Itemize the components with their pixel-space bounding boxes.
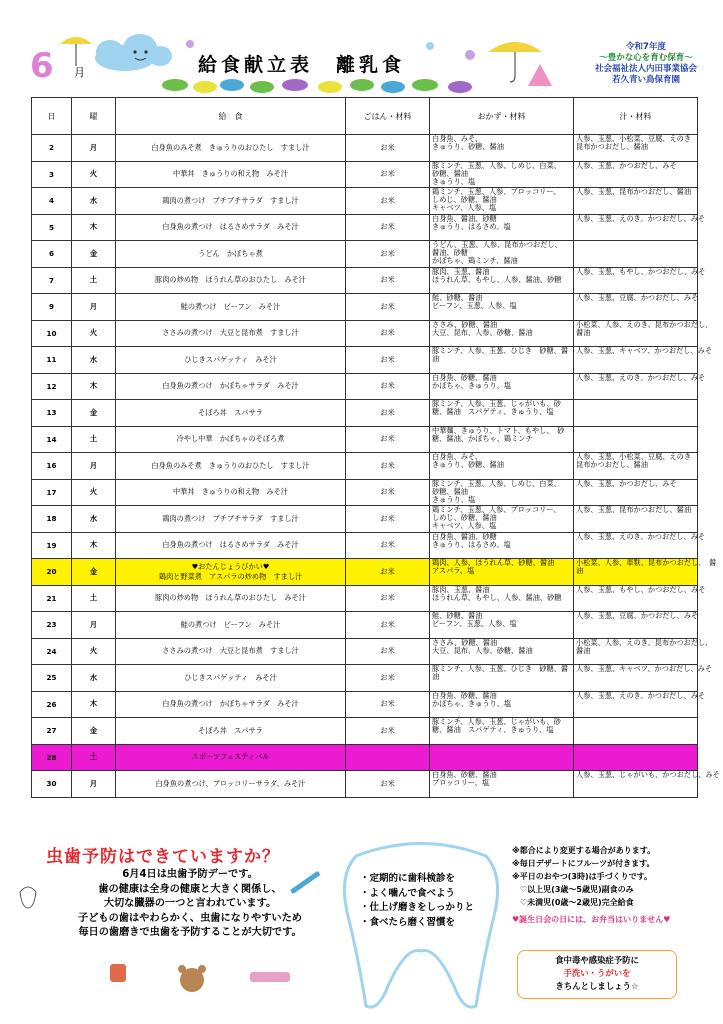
header-meal: 給 食 — [116, 98, 346, 135]
cell-rice: お米 — [346, 347, 430, 374]
cell-day: 5 — [32, 214, 72, 241]
header-weekday: 曜 — [72, 98, 116, 135]
cell-weekday: 月 — [72, 771, 116, 798]
cell-okazu: うどん、玉葱、人参、昆布かつおだし、 醤油、砂糖 かぼちゃ、鶏ミンチ、醤油 — [430, 241, 574, 268]
cavity-line: 歯の健康は全身の健康と大きく関係し、 — [98, 883, 282, 895]
cell-day: 28 — [32, 744, 72, 771]
cell-soup: 人参、玉葱、じゃがいも、かつおだし、みそ — [574, 771, 698, 798]
cell-meal: スポーツフェスティバル — [116, 744, 346, 771]
cell-day: 7 — [32, 267, 72, 294]
cell-day: 18 — [32, 506, 72, 533]
cell-soup: 小松菜、人参、えのき、昆布かつおだし、 醤油 — [574, 638, 698, 665]
cell-weekday: 土 — [72, 426, 116, 453]
cell-meal: 白身魚の煮つけ、ブロッコリーサラダ、みそ汁 — [116, 771, 346, 798]
cell-weekday: 火 — [72, 320, 116, 347]
cell-meal: 白身魚の煮つけ かぼちゃサラダ みそ汁 — [116, 373, 346, 400]
cell-rice: お米 — [346, 320, 430, 347]
bottom-section — [0, 832, 723, 1024]
cell-soup: 人参、玉葱、かつおだし、みそ — [574, 479, 698, 506]
table-row — [32, 347, 698, 374]
cell-rice: お米 — [346, 718, 430, 745]
note-line: ※都合により変更する場合があります。 — [512, 846, 656, 855]
cell-soup: 人参、玉葱、もやし、かつおだし、みそ — [574, 267, 698, 294]
cell-weekday: 火 — [72, 638, 116, 665]
page-title: 給食献立表 離乳食 — [198, 54, 406, 76]
header-okazu: おかず・材料 — [430, 98, 574, 135]
note-line: ♡未満児(0歳～2歳児)完全給食 — [520, 898, 634, 907]
cell-soup: 人参、玉葱、豆腐、かつおだし、みそ — [574, 612, 698, 639]
cell-okazu: 白身魚、砂糖、醤油 かぼちゃ、きゅうり、塩 — [430, 691, 574, 718]
toothpaste-icon — [250, 972, 290, 982]
dental-decoration — [0, 832, 330, 1024]
table-row — [32, 771, 698, 798]
cell-weekday: 水 — [72, 347, 116, 374]
cell-okazu: 鮭、砂糖、醤油 ビーフン、玉葱、人参、塩 — [430, 612, 574, 639]
cell-soup — [574, 400, 698, 427]
cell-day: 27 — [32, 718, 72, 745]
cell-weekday: 月 — [72, 294, 116, 321]
cell-soup: 人参、玉葱、えのき、かつおだし、みそ — [574, 691, 698, 718]
cavity-title: 虫歯予防はできていますか？ — [46, 847, 280, 867]
cell-rice: お米 — [346, 638, 430, 665]
cell-okazu: 豚肉、玉葱、醤油 ほうれん草、もやし、人参、醤油、砂糖 — [430, 585, 574, 612]
menu-table — [31, 97, 720, 798]
leaf-row-icon — [162, 79, 472, 93]
cell-day: 2 — [32, 135, 72, 162]
cell-meal: ひじきスパゲッティ みそ汁 — [116, 347, 346, 374]
cell-meal: そぼろ丼 スパサラ — [116, 400, 346, 427]
org-line: 令和7年度 — [626, 42, 666, 52]
cell-weekday: 土 — [72, 267, 116, 294]
cell-okazu: 鶏ミンチ、玉葱、人参、ブロッコリー、 しめじ、砂糖、醤油 キャベツ、人参、塩 — [430, 506, 574, 533]
cell-okazu: 白身魚、みそ、 きゅうり、砂糖、醤油 — [430, 453, 574, 480]
cell-meal: ♥おたんじょうびかい♥ 鶏肉と野菜煮 アスパラの炒め物 すまし汁 — [116, 559, 346, 586]
cell-rice: お米 — [346, 532, 430, 559]
cell-okazu: 豚ミンチ、人参、玉葱、ひじき 砂糖、醤 油 — [430, 665, 574, 692]
cell-weekday: 月 — [72, 135, 116, 162]
month-suffix: 月 — [74, 66, 85, 79]
cell-okazu: 豚ミンチ、人参、玉葱、じゃがいも、砂 糖、醤油 スパゲティ、きゅうり、塩 — [430, 718, 574, 745]
tip-item: ・食べたら磨く習慣を — [360, 916, 456, 928]
notes — [512, 844, 670, 926]
cell-weekday: 月 — [72, 453, 116, 480]
cell-meal: うどん かぼちゃ煮 — [116, 241, 346, 268]
cell-soup: 人参、玉葱、かつおだし、みそ — [574, 161, 698, 188]
cell-soup: 人参、玉葱、えのき、かつおだし、みそ — [574, 373, 698, 400]
cell-rice: お米 — [346, 506, 430, 533]
table-row — [32, 294, 698, 321]
cell-weekday: 水 — [72, 665, 116, 692]
page-header — [0, 0, 723, 92]
cell-weekday: 木 — [72, 214, 116, 241]
cell-weekday: 水 — [72, 188, 116, 215]
cell-weekday: 土 — [72, 744, 116, 771]
table-row — [32, 612, 698, 639]
cell-rice: お米 — [346, 188, 430, 215]
umbrella-right-icon — [488, 42, 552, 86]
hygiene-box — [517, 950, 677, 999]
table-row — [32, 453, 698, 480]
cell-okazu: 鶏ミンチ、玉葱、人参、ブロッコリー、 しめじ、砂糖、醤油 キャベツ、人参、塩 — [430, 188, 574, 215]
cell-soup: 人参、玉葱、豆腐、かつおだし、みそ — [574, 294, 698, 321]
table-row — [32, 506, 698, 533]
cell-okazu: ささみ、砂糖、醤油 大豆、昆布、人参、砂糖、醤油 — [430, 320, 574, 347]
cell-rice: お米 — [346, 665, 430, 692]
cell-okazu — [430, 744, 574, 771]
cell-rice: お米 — [346, 135, 430, 162]
hygiene-line: きちんとしましょう☆ — [555, 981, 639, 991]
cell-rice: お米 — [346, 559, 430, 586]
cell-weekday: 火 — [72, 161, 116, 188]
cell-day: 20 — [32, 559, 72, 586]
org-info — [595, 42, 697, 86]
cell-day: 30 — [32, 771, 72, 798]
cell-rice: お米 — [346, 241, 430, 268]
cell-day: 24 — [32, 638, 72, 665]
cell-meal: 冷やし中華 かぼちゃのそぼろ煮 — [116, 426, 346, 453]
cell-meal: 鮭の煮つけ ビーフン みそ汁 — [116, 612, 346, 639]
tooth-character-icon — [20, 887, 36, 908]
note-line: ♡以上児(3歳～5歳児)副食のみ — [520, 885, 634, 894]
cavity-line: 6月4日は虫歯予防デーです。 — [122, 869, 258, 880]
header-soup: 汁・材料 — [574, 98, 698, 135]
cell-meal: 鶏肉の煮つけ ブチブチサラダ すまし汁 — [116, 506, 346, 533]
cell-weekday: 金 — [72, 400, 116, 427]
cell-meal: ひじきスパゲッティ みそ汁 — [116, 665, 346, 692]
cell-meal: 白身魚のみそ煮 きゅうりのおひたし すまし汁 — [116, 453, 346, 480]
cell-meal: 鮭の煮つけ ビーフン みそ汁 — [116, 294, 346, 321]
table-row — [32, 161, 698, 188]
cell-soup: 人参、玉葱、昆布かつおだし、醤油 — [574, 506, 698, 533]
table-row — [32, 400, 698, 427]
cell-soup: 小松菜、人参、車麩、昆布かつおだし、 醤 油 — [574, 559, 698, 586]
cell-rice: お米 — [346, 161, 430, 188]
hygiene-line: 手洗い・うがいを — [563, 968, 631, 978]
cell-soup: 人参、玉葱、小松菜、豆腐、えのき 昆布かつおだし、醤油 — [574, 135, 698, 162]
cell-meal: ささみの煮つけ 大豆と昆布煮 すまし汁 — [116, 320, 346, 347]
table-row — [32, 479, 698, 506]
cell-weekday: 水 — [72, 506, 116, 533]
cell-okazu: 白身魚、みそ、 きゅうり、砂糖、醤油 — [430, 135, 574, 162]
cell-soup — [574, 426, 698, 453]
cell-soup: 人参、玉葱、昆布かつおだし、醤油 — [574, 188, 698, 215]
cell-day: 25 — [32, 665, 72, 692]
cell-okazu: 白身魚、砂糖、醤油 ブロッコリー、塩 — [430, 771, 574, 798]
cavity-line: 毎日の歯磨きで虫歯を予防することが大切です。 — [78, 927, 302, 938]
hygiene-line: 食中毒や感染症予防に — [555, 955, 639, 965]
menu-body — [32, 134, 720, 798]
cell-rice: お米 — [346, 585, 430, 612]
cell-day: 21 — [32, 585, 72, 612]
cell-okazu: 豚肉、玉葱、醤油 ほうれん草、もやし、人参、醤油、砂糖 — [430, 267, 574, 294]
tip-item: ・定期的に歯科検診を — [360, 873, 456, 884]
cell-rice: お米 — [346, 267, 430, 294]
cell-meal: 豚肉の炒め物 ほうれん草のおひたし みそ汁 — [116, 267, 346, 294]
header-day: 日 — [32, 98, 72, 135]
cell-day: 6 — [32, 241, 72, 268]
org-line: ～豊かな心を育む保育～ — [599, 53, 693, 63]
cell-weekday: 木 — [72, 532, 116, 559]
table-row — [32, 691, 698, 718]
cell-rice: お米 — [346, 479, 430, 506]
cell-meal: 白身魚のみそ煮 きゅうりのおひたし すまし汁 — [116, 135, 346, 162]
header-rice: ごはん・材料 — [346, 98, 430, 135]
cell-okazu: 鮭、砂糖、醤油 ビーフン、玉葱、人参、塩 — [430, 294, 574, 321]
tip-item: ・よく噛んで食べよう — [360, 887, 456, 899]
table-row — [32, 214, 698, 241]
table-row — [32, 744, 698, 771]
cell-okazu: 中華麺、きゅうり、トマト、もやし、 砂 糖、醤油、かぼちゃ、鶏ミンチ — [430, 426, 574, 453]
cell-weekday: 火 — [72, 479, 116, 506]
cell-meal: 白身魚の煮つけ かぼちゃサラダ みそ汁 — [116, 691, 346, 718]
cell-day: 10 — [32, 320, 72, 347]
cell-day: 9 — [32, 294, 72, 321]
cell-rice — [346, 744, 430, 771]
cell-meal: そぼろ丼 スパサラ — [116, 718, 346, 745]
cell-weekday: 木 — [72, 691, 116, 718]
cell-okazu: 白身魚、砂糖、醤油 かぼちゃ、きゅうり、塩 — [430, 373, 574, 400]
cell-weekday: 金 — [72, 559, 116, 586]
cell-weekday: 金 — [72, 718, 116, 745]
cell-rice: お米 — [346, 612, 430, 639]
org-line: 社会福祉法人内田事業協会 — [594, 64, 697, 74]
table-row — [32, 559, 698, 586]
cell-weekday: 金 — [72, 241, 116, 268]
cell-day: 17 — [32, 479, 72, 506]
cell-okazu: 豚ミンチ、玉葱、人参、しめじ、白菜、 砂糖、醤油 きゅうり、塩 — [430, 479, 574, 506]
cell-soup: 人参、玉葱、えのき、かつおだし、みそ — [574, 214, 698, 241]
cell-meal: 中華丼 きゅうりの和え物 みそ汁 — [116, 479, 346, 506]
table-row — [32, 135, 698, 162]
org-line: 若久青い鳥保育園 — [611, 75, 680, 85]
cell-rice: お米 — [346, 691, 430, 718]
cell-meal: 白身魚の煮つけ はるさめサラダ みそ汁 — [116, 214, 346, 241]
cell-okazu: 豚ミンチ、玉葱、人参、しめじ、白菜、 砂糖、醤油 きゅうり、塩 — [430, 161, 574, 188]
cell-day: 26 — [32, 691, 72, 718]
cloud-icon — [95, 34, 172, 71]
bear-icon — [178, 965, 206, 992]
table-row — [32, 426, 698, 453]
cell-meal: 中華丼 きゅうりの和え物 みそ汁 — [116, 161, 346, 188]
cell-okazu: 鶏肉、人参、ほうれん草、砂糖、醤油 アスパラ、塩 — [430, 559, 574, 586]
toothbrush-icon — [290, 871, 321, 895]
cell-okazu: 豚ミンチ、人参、玉葱、じゃがいも、砂 糖、醤油 スパゲティ、きゅうり、塩 — [430, 400, 574, 427]
cavity-line: 子どもの歯はやわらかく、虫歯になりやすいため — [78, 912, 302, 924]
cell-day: 16 — [32, 453, 72, 480]
umbrella-icon — [60, 37, 92, 66]
cell-day: 14 — [32, 426, 72, 453]
cell-okazu: 豚ミンチ、人参、玉葱、ひじき 砂糖、醤 油 — [430, 347, 574, 374]
cell-rice: お米 — [346, 426, 430, 453]
cell-rice: お米 — [346, 373, 430, 400]
table-header-row — [32, 98, 698, 135]
cell-soup — [574, 241, 698, 268]
table-row — [32, 718, 698, 745]
cell-okazu: 白身魚、醤油、砂糖 きゅうり、はるさめ、塩 — [430, 532, 574, 559]
cell-rice: お米 — [346, 294, 430, 321]
month-number: 6 — [30, 46, 54, 86]
cell-day: 3 — [32, 161, 72, 188]
cell-day: 23 — [32, 612, 72, 639]
cell-rice: お米 — [346, 214, 430, 241]
note-line: ※平日のおやつ(3時)は手づくりです。 — [512, 872, 653, 881]
cell-weekday: 月 — [72, 612, 116, 639]
cell-rice: お米 — [346, 771, 430, 798]
table-row — [32, 585, 698, 612]
table-row — [32, 665, 698, 692]
tip-item: ・仕上げ磨きをしっかりと — [360, 902, 475, 913]
cell-weekday: 土 — [72, 585, 116, 612]
cell-day: 19 — [32, 532, 72, 559]
cell-soup: 人参、玉葱、キャベツ、かつおだし、みそ — [574, 665, 698, 692]
table-row — [32, 373, 698, 400]
cell-soup — [574, 744, 698, 771]
note-line: ※毎日デザートにフルーツが付きます。 — [512, 859, 655, 868]
cell-day: 4 — [32, 188, 72, 215]
cell-okazu: ささみ、砂糖、醤油 大豆、昆布、人参、砂糖、醤油 — [430, 638, 574, 665]
table-row — [32, 320, 698, 347]
cell-soup: 小松菜、人参、えのき、昆布かつおだし、 醤油 — [574, 320, 698, 347]
table-row — [32, 241, 698, 268]
table-row — [32, 532, 698, 559]
cell-soup: 人参、玉葱、えのき、かつおだし、みそ — [574, 532, 698, 559]
cell-day: 11 — [32, 347, 72, 374]
cell-meal: ささみの煮つけ 大豆と昆布煮 すまし汁 — [116, 638, 346, 665]
cell-soup — [574, 718, 698, 745]
birthday-note: ♥誕生日会の日には、お弁当はいりません♥ — [512, 915, 671, 924]
cell-meal: 豚肉の炒め物 ほうれん草のおひたし みそ汁 — [116, 585, 346, 612]
table-row — [32, 267, 698, 294]
cell-soup: 人参、玉葱、もやし、かつおだし、みそ — [574, 585, 698, 612]
table-row — [32, 638, 698, 665]
cell-meal: 鶏肉の煮つけ ブチブチサラダ すまし汁 — [116, 188, 346, 215]
cell-okazu: 白身魚、醤油、砂糖 きゅうり、はるさめ、塩 — [430, 214, 574, 241]
cell-rice: お米 — [346, 453, 430, 480]
cell-meal: 白身魚の煮つけ はるさめサラダ みそ汁 — [116, 532, 346, 559]
table-row — [32, 188, 698, 215]
cell-soup: 人参、玉葱、キャベツ、かつおだし、みそ — [574, 347, 698, 374]
cell-weekday: 木 — [72, 373, 116, 400]
cup-icon — [110, 964, 126, 982]
cell-rice: お米 — [346, 400, 430, 427]
cell-day: 12 — [32, 373, 72, 400]
cavity-line: 大切な臓器の一つと言われています。 — [103, 898, 277, 909]
cell-day: 13 — [32, 400, 72, 427]
cell-soup: 人参、玉葱、小松菜、豆腐、えのき 昆布かつおだし、醤油 — [574, 453, 698, 480]
dental-tips — [360, 872, 474, 930]
